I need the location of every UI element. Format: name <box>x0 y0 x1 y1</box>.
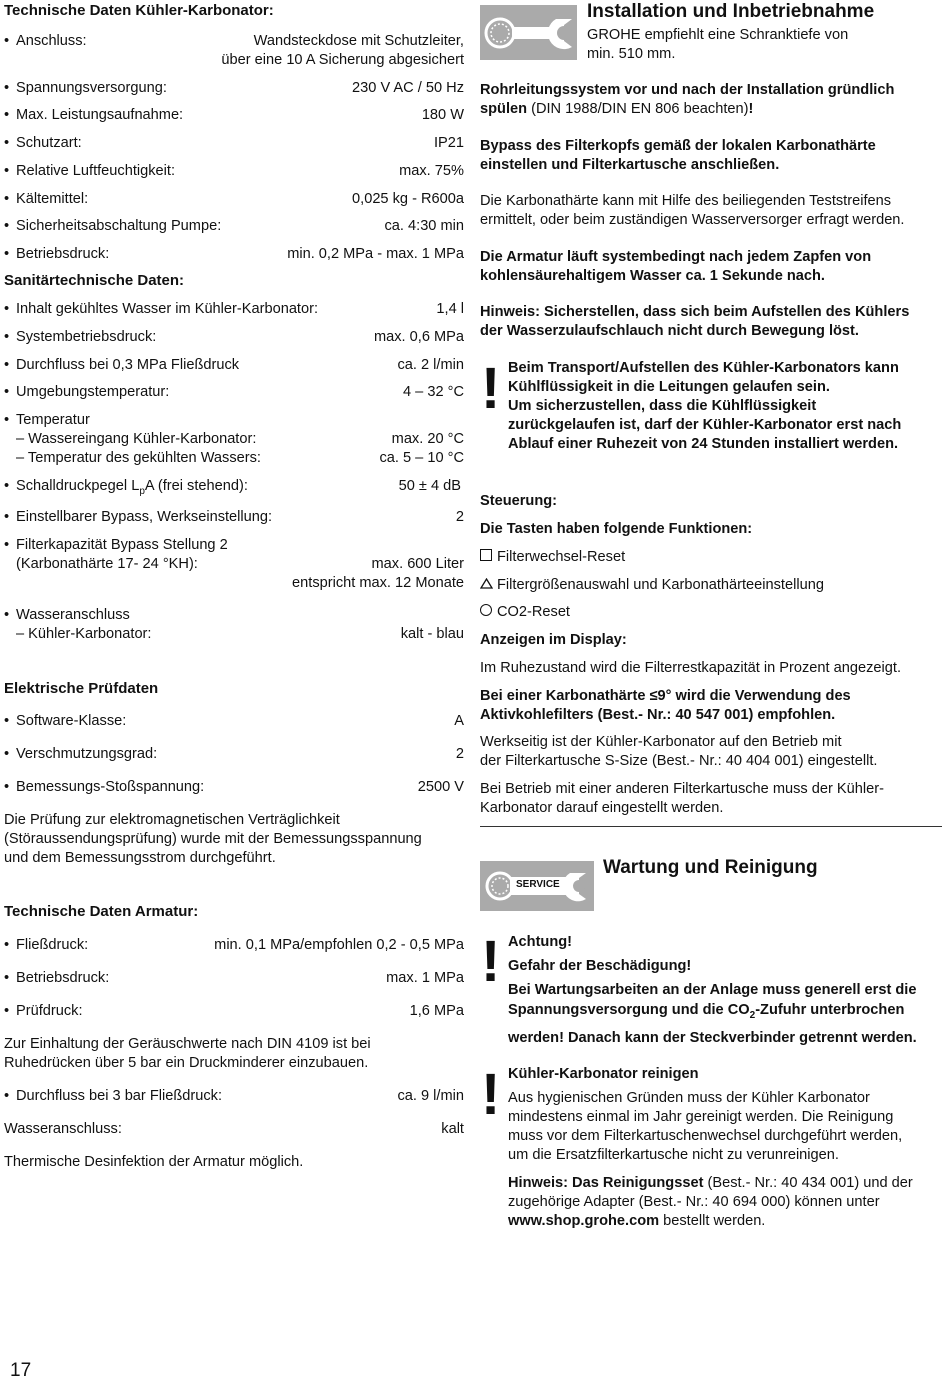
spec-label: Betriebsdruck: <box>16 246 110 262</box>
heading-technische-daten-armatur: Technische Daten Armatur: <box>4 903 199 920</box>
heading-technische-daten-kuehler: Technische Daten Kühler-Karbonator: <box>4 2 274 19</box>
paragraph-geraeuschwerte: Zur Einhaltung der Geräuschwerte nach DIN 4109 ist bei Ruhedrücken über 5 bar ein Druckminderer einzubauen. <box>4 1036 371 1071</box>
spec-label: Inhalt gekühltes Wasser im Kühler-Karbonator: <box>16 301 319 317</box>
heading-elektrische-pruefdaten: Elektrische Prüfdaten <box>4 680 159 697</box>
wrench-icon <box>480 5 577 60</box>
spec-label: Max. Leistungsaufnahme: <box>16 107 184 123</box>
bullet: • <box>4 607 10 623</box>
spec-value: 230 V AC / 50 Hz <box>352 80 464 96</box>
triangle-icon <box>480 576 493 595</box>
spec-value: min. 0,1 MPa/empfohlen 0,2 - 0,5 MPa <box>214 937 464 953</box>
spec-value: 0,025 kg - R600a <box>352 191 464 207</box>
heading-wartung: Wartung und Reinigung <box>603 857 818 878</box>
spec-value: 2 <box>455 509 464 525</box>
spec-label: Anschluss: <box>16 33 87 49</box>
spec-label: Temperatur <box>16 412 90 428</box>
paragraph-armatur-nachlauf: Die Armatur läuft systembedingt nach jedem Zapfen von kohlensäurehaltigem Wasser ca. 1 Sekunde nach. <box>480 249 872 284</box>
spec-label: Wasseranschluss: <box>4 1121 122 1137</box>
spec-value: A <box>454 713 464 729</box>
bullet: • <box>4 163 10 179</box>
key-co2-reset: CO2-Reset <box>480 603 570 622</box>
circle-icon <box>480 604 492 616</box>
warning-icon: ! <box>481 356 501 421</box>
spec-value: max. 75% <box>399 163 464 179</box>
warning-transport: Beim Transport/Aufstellen des Kühler-Karbonators kann Kühlflüssigkeit in die Leitungen gelaufen sein. Um sicherzustellen, dass die Kühlflüssigkeit zurückgelaufen ist, darf der Kühler-Karbonator erst nach Ablauf einer Ruhezeit von 24 Stunden installiert werden. <box>508 360 902 452</box>
bullet: • <box>4 80 10 96</box>
spec-label: Filterkapazität Bypass Stellung 2 <box>16 537 228 553</box>
bullet: • <box>4 537 10 553</box>
spec-value: max. 0,6 MPa <box>373 329 464 345</box>
spec-label: – Temperatur des gekühlten Wassers: <box>16 450 261 466</box>
bullet: • <box>4 357 10 373</box>
spec-value: max. 1 MPa <box>386 970 464 986</box>
paragraph-karbonathaerte: Die Karbonathärte kann mit Hilfe des beiliegenden Teststreifens ermittelt, oder beim zuständigen Wasserversorger erfragt werden. <box>480 193 905 228</box>
spec-label: – Wassereingang Kühler-Karbonator: <box>16 431 257 447</box>
warning-icon: ! <box>481 1062 501 1127</box>
spec-label: (Karbonathärte 17- 24 °KH): <box>16 556 198 572</box>
spec-label: Wasseranschluss <box>16 607 130 623</box>
heading-anzeigen: Anzeigen im Display: <box>480 632 627 648</box>
bullet: • <box>4 478 10 494</box>
spec-value: 180 W <box>421 107 464 123</box>
bullet: • <box>4 746 10 762</box>
spec-value: ca. 5 – 10 °C <box>379 450 464 466</box>
paragraph-ruhezustand: Im Ruhezustand wird die Filterrestkapazität in Prozent angezeigt. <box>480 660 901 676</box>
bullet: • <box>4 301 10 317</box>
warning-icon: ! <box>481 929 501 994</box>
bullet: • <box>4 329 10 345</box>
service-icon <box>480 861 594 911</box>
bullet: • <box>4 218 10 234</box>
spec-value: über eine 10 A Sicherung abgesichert <box>221 52 464 68</box>
spec-value: 1,6 MPa <box>409 1003 464 1019</box>
bullet: • <box>4 33 10 49</box>
spec-value: 2 <box>455 746 464 762</box>
bullet: • <box>4 384 10 400</box>
bullet: • <box>4 246 10 262</box>
bullet: • <box>4 713 10 729</box>
page-number: 17 <box>10 1360 32 1381</box>
warning-wartung: Achtung! Gefahr der Beschädigung! Bei Wartungsarbeiten an der Anlage muss generell erst die Spannungsversorgung und die $CO_2$-Zufuhr unterbrochen werden! Danach kann der Steckverbinder getrennt werden. <box>508 934 917 1046</box>
spec-label: – Kühler-Karbonator: <box>16 626 152 642</box>
bullet: • <box>4 970 10 986</box>
spec-value: 50 ± 4 dB <box>398 478 461 494</box>
spec-label: Schutzart: <box>16 135 82 151</box>
spec-value: 1,4 l <box>436 301 464 317</box>
spec-value: min. 0,2 MPa - max. 1 MPa <box>287 246 464 262</box>
spec-label: Durchfluss bei 3 bar Fließdruck: <box>16 1088 223 1104</box>
spec-value: max. 600 Liter <box>371 556 464 572</box>
spec-value: 4 – 32 °C <box>402 384 464 400</box>
key-filtergroesse: Filtergrößenauswahl und Karbonathärteeinstellung <box>480 576 824 595</box>
spec-label: Prüfdruck: <box>16 1003 83 1019</box>
bullet: • <box>4 779 10 795</box>
bullet: • <box>4 412 10 428</box>
spec-label: Durchfluss bei 0,3 MPa Fließdruck <box>16 357 240 373</box>
spec-value: ca. 4:30 min <box>384 218 464 234</box>
bullet: • <box>4 509 10 525</box>
spec-value: entspricht max. 12 Monate <box>292 575 464 591</box>
spec-label: Sicherheitsabschaltung Pumpe: <box>16 218 222 234</box>
section-reinigen: Kühler-Karbonator reinigen Aus hygienischen Gründen muss der Kühler Karbonator mindestens einmal im Jahr gereinigt werden. Die Reinigung muss vor dem Filterkartuschenwechsel durchgeführt werden, um die Ersatzfilterkartusche nicht zu verunreinigen. Hinweis: Das Reinigungsset (Best.- Nr.: 40 434 001) und der zugehörige Adapter (Best.- Nr.: 40 694 000) können unter www.shop.grohe.com bestellt werden. <box>508 1066 913 1229</box>
heading-steuerung: Steuerung: <box>480 493 558 509</box>
paragraph-andere-filter: Bei Betrieb mit einer anderen Filterkartusche muss der Kühler- Karbonator darauf eingestellt werden. <box>480 781 884 816</box>
paragraph-schranktiefe: GROHE empfiehlt eine Schranktiefe von min. 510 mm. <box>587 27 849 62</box>
paragraph-desinfektion: Thermische Desinfektion der Armatur möglich. <box>4 1154 304 1170</box>
bullet: • <box>4 1003 10 1019</box>
spec-label: Fließdruck: <box>16 937 89 953</box>
bullet: • <box>4 107 10 123</box>
paragraph-bypass: Bypass des Filterkopfs gemäß der lokalen Karbonathärte einstellen und Filterkartusche anschließen. <box>480 138 876 173</box>
paragraph-hinweis-schlauch: Hinweis: Sicherstellen, dass sich beim Aufstellen des Kühlers der Wasserzulaufschlauch nicht durch Bewegung löst. <box>480 304 910 339</box>
spec-label: Umgebungstemperatur: <box>16 384 170 400</box>
bullet: • <box>4 1088 10 1104</box>
divider <box>480 826 942 827</box>
paragraph-werkseitig: Werkseitig ist der Kühler-Karbonator auf den Betrieb mit der Filterkartusche S-Size (Best.- Nr.: 40 404 001) eingestellt. <box>480 734 878 769</box>
square-icon <box>480 549 492 561</box>
spec-value: ca. 9 l/min <box>397 1088 464 1104</box>
bullet: • <box>4 937 10 953</box>
heading-sanitaertechnische-daten: Sanitärtechnische Daten: <box>4 272 185 289</box>
spec-label: Einstellbarer Bypass, Werkseinstellung: <box>16 509 273 525</box>
spec-label: Schalldruckpegel $L_pA$ (frei stehend): <box>16 478 248 497</box>
spec-value: 2500 V <box>417 779 464 795</box>
heading-tasten: Die Tasten haben folgende Funktionen: <box>480 521 753 537</box>
spec-label: Software-Klasse: <box>16 713 127 729</box>
spec-value: kalt <box>441 1121 464 1137</box>
spec-label: Betriebsdruck: <box>16 970 110 986</box>
paragraph-rohrleitung: Rohrleitungssystem vor und nach der Installation gründlich spülen (DIN 1988/DIN EN 806 beachten)! <box>480 82 895 117</box>
spec-label: Systembetriebsdruck: <box>16 329 157 345</box>
spec-value: kalt - blau <box>400 626 464 642</box>
paragraph-aktivkohle: Bei einer Karbonathärte ≤9° wird die Verwendung des Aktivkohlefilters (Best.- Nr.: 40 547 001) empfohlen. <box>480 688 851 723</box>
spec-label: Relative Luftfeuchtigkeit: <box>16 163 175 179</box>
spec-value: max. 20 °C <box>391 431 464 447</box>
key-filterwechsel: Filterwechsel-Reset <box>480 548 625 567</box>
spec-value: IP21 <box>433 135 464 151</box>
spec-label: Bemessungs-Stoßspannung: <box>16 779 205 795</box>
service-label: SERVICE <box>516 879 560 890</box>
heading-installation: Installation und Inbetriebnahme <box>587 1 875 22</box>
bullet: • <box>4 135 10 151</box>
spec-value: Wandsteckdose mit Schutzleiter, <box>253 33 464 49</box>
spec-label: Kältemittel: <box>16 191 89 207</box>
spec-value: ca. 2 l/min <box>397 357 464 373</box>
spec-label: Verschmutzungsgrad: <box>16 746 158 762</box>
spec-label: Spannungsversorgung: <box>16 80 167 96</box>
bullet: • <box>4 191 10 207</box>
paragraph-emv: Die Prüfung zur elektromagnetischen Verträglichkeit (Störaussendungsprüfung) wurde mit der Bemessungsspannung und dem Bemessungsstrom durchgeführt. <box>4 812 422 866</box>
